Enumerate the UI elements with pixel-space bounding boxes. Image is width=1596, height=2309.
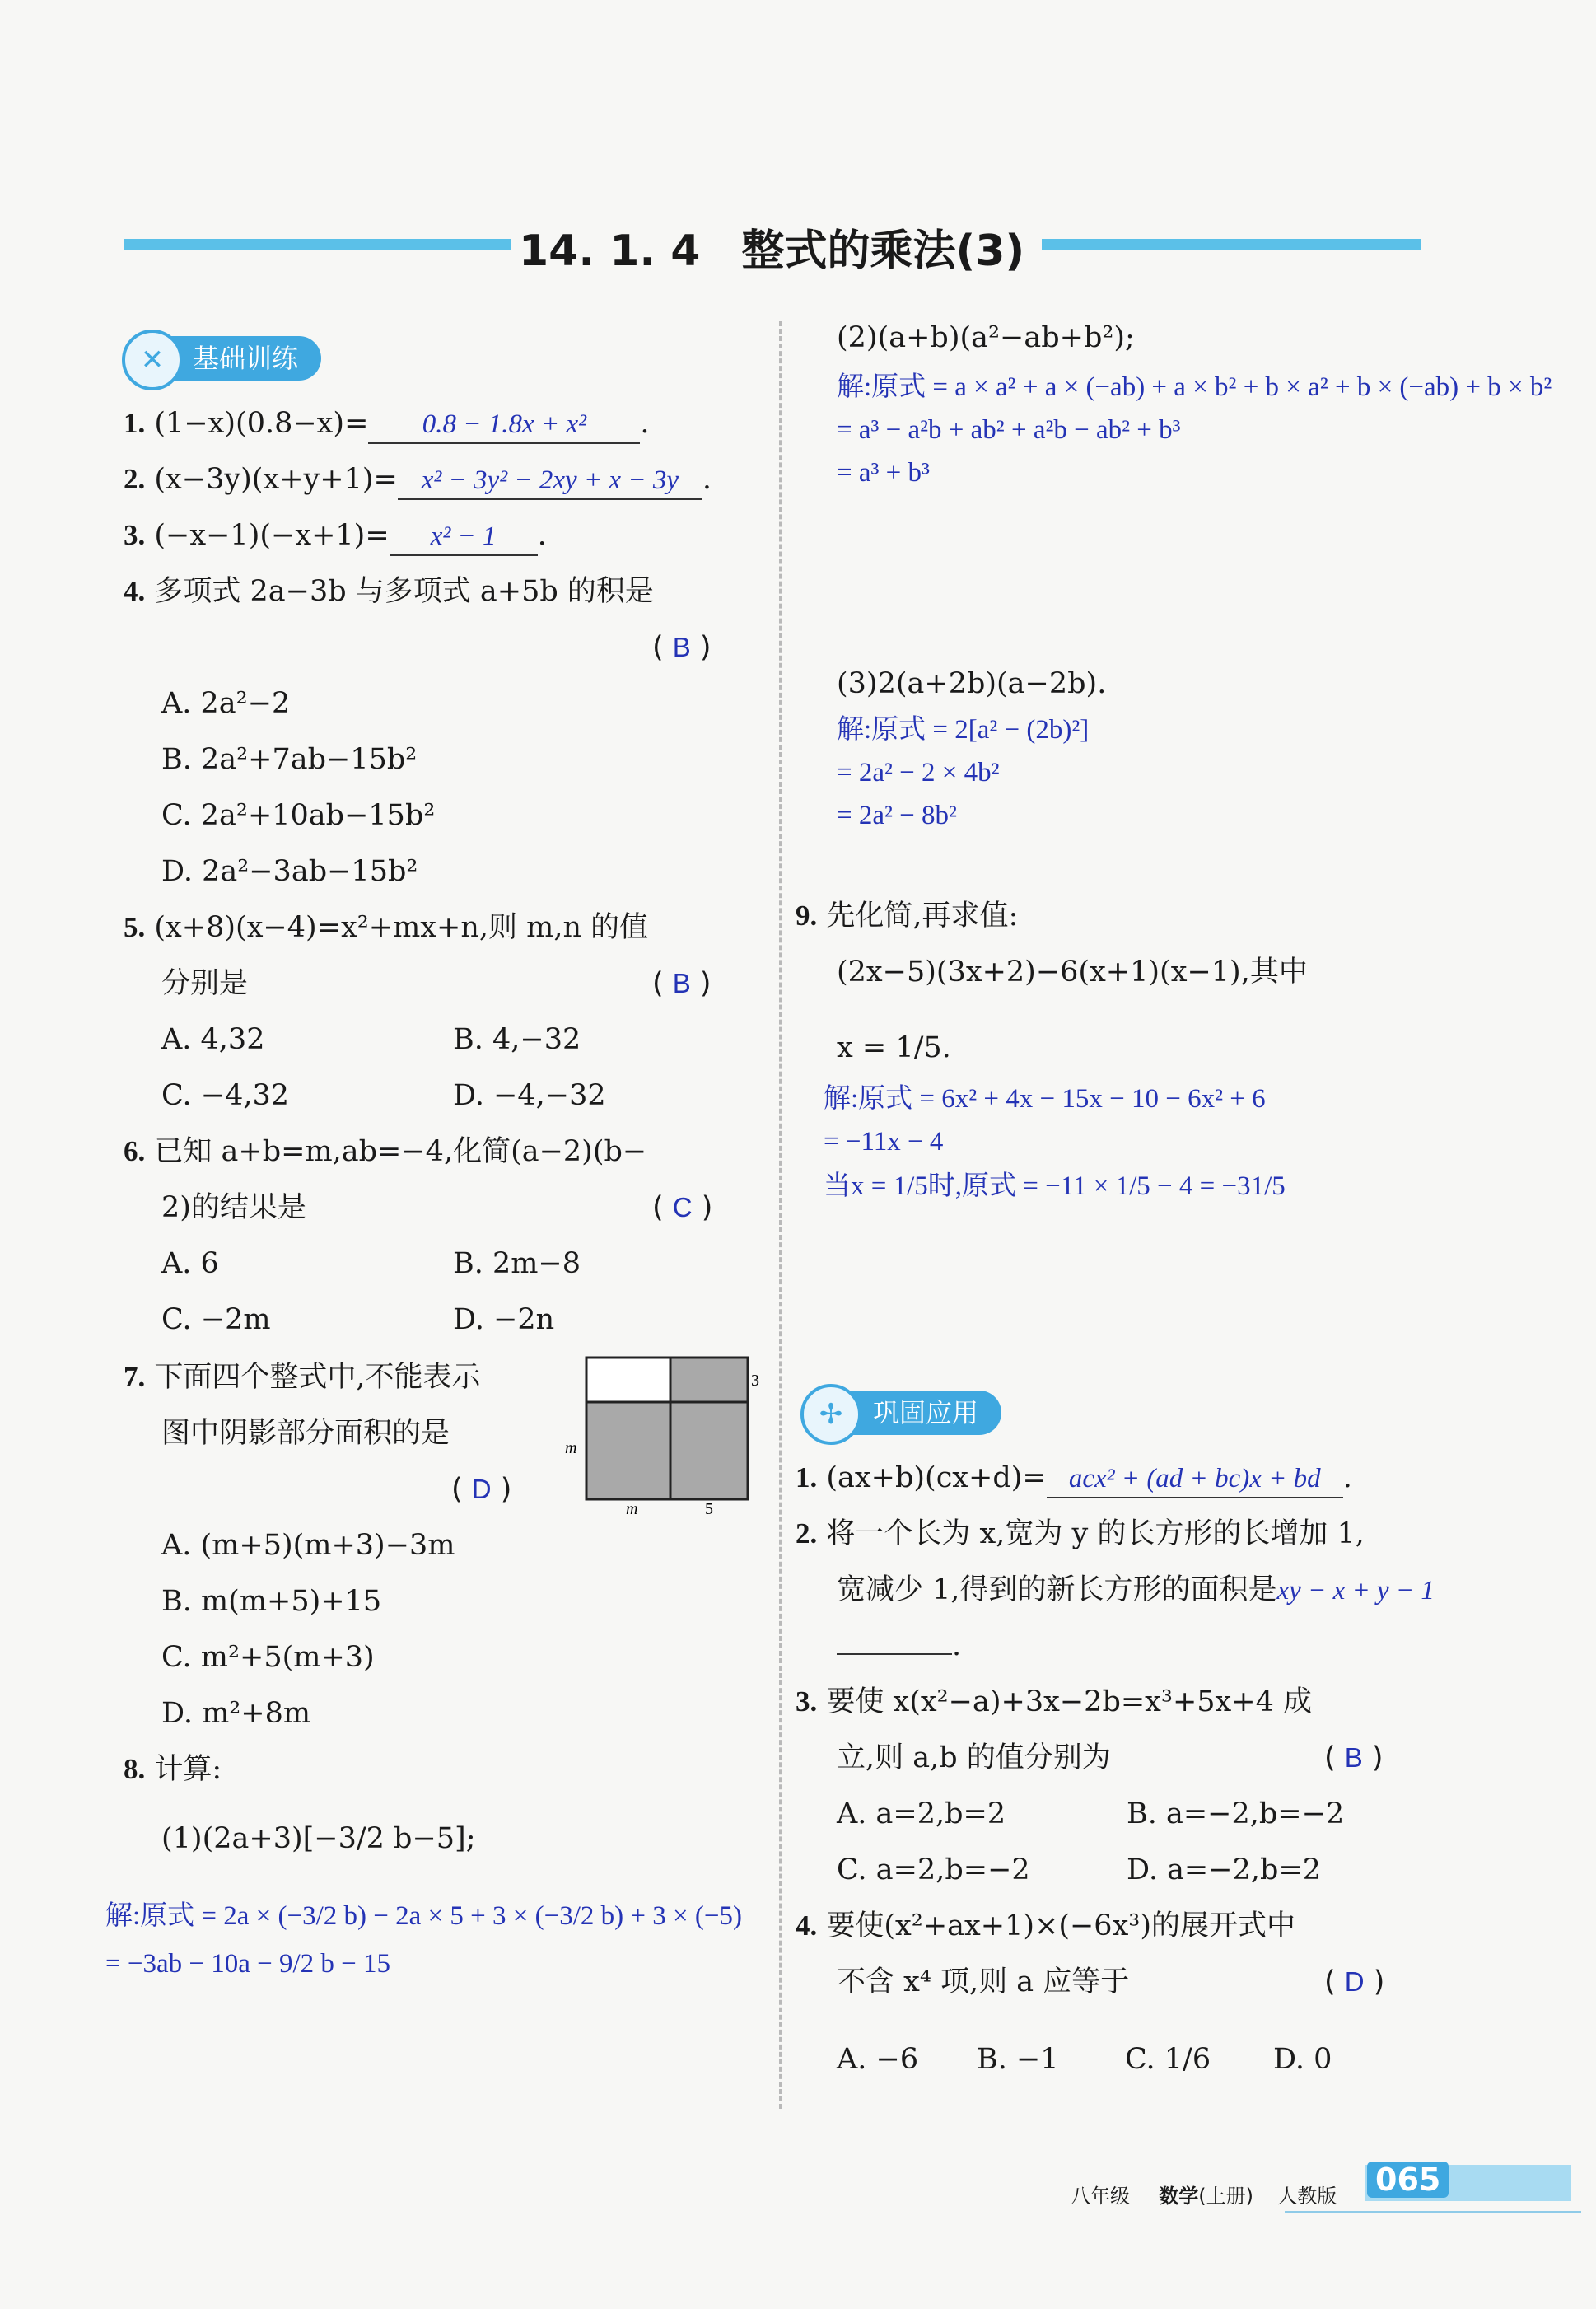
choice-answer: B	[1344, 1742, 1363, 1773]
label-3: 3	[751, 1372, 759, 1390]
q8-part3-solution-line1: 解:原式 = 2[a² − (2b)²]	[837, 715, 1090, 745]
apply-question-3	[796, 1684, 1312, 1720]
q8-part2-solution-line2: = a³ − a²b + ab² + a²b − ab² + b³	[837, 415, 1181, 445]
q-text: 多项式 2a−3b 与多项式 a+5b 的积是	[154, 575, 654, 608]
label-m-bottom: m	[626, 1500, 638, 1518]
footer-grade: 八年级	[1071, 2185, 1130, 2208]
q-text: (ax+b)(cx+d)=	[826, 1461, 1047, 1494]
q9-condition: x = 1/5.	[837, 1031, 951, 1064]
apply-question-2-line2	[837, 1572, 1435, 1609]
question-6	[124, 1133, 646, 1170]
q7-option-d: D. m²+8m	[161, 1697, 311, 1730]
q8-part2-solution-line1: 解:原式 = a × a² + a × (−ab) + a × b² + b × a² + b × (−ab) + b × b²	[837, 372, 1552, 402]
figure-shaded-top	[670, 1358, 748, 1402]
q-end: .	[952, 1629, 962, 1662]
q-text: 计算:	[154, 1753, 222, 1786]
q8-solution-line1: 解:原式 = 2a × (−3/2 b) − 2a × 5 + 3 × (−3/2 b) + 3 × (−5)	[105, 1901, 742, 1931]
question-9	[796, 898, 1018, 934]
a3-option-d: D. a=−2,b=2	[1127, 1853, 1321, 1886]
q-text: 要使 x(x²−a)+3x−2b=x³+5x+4 成	[826, 1685, 1313, 1718]
choice-answer: D	[1344, 1966, 1365, 1997]
q6-option-d: D. −2n	[453, 1303, 555, 1336]
a4-text-line2: 不含 x⁴ 项,则 a 应等于	[837, 1965, 1130, 1998]
q-text: (1−x)(0.8−x)=	[154, 407, 369, 440]
q9-solution-line3: 当x = 1/5时,原式 = −11 × 1/5 − 4 = −31/5	[824, 1171, 1286, 1201]
answer-blank: x² − 3y² − 2xy + x − 3y	[398, 462, 702, 500]
a3-option-a: A. a=2,b=2	[837, 1797, 1006, 1830]
q-number: 2.	[124, 463, 146, 495]
q5-option-c: C. −4,32	[161, 1079, 290, 1112]
apply-question-2	[796, 1516, 1365, 1552]
q-number: 2.	[796, 1517, 818, 1549]
q-number: 3.	[796, 1685, 818, 1718]
q-number: 1.	[796, 1461, 818, 1493]
a4-answer: ( D )	[1324, 1965, 1385, 1998]
q7-option-c: C. m²+5(m+3)	[161, 1641, 375, 1674]
q-number: 9.	[796, 900, 818, 932]
section-number: 14. 1. 4	[519, 227, 701, 276]
label-5: 5	[705, 1500, 713, 1518]
q6-option-c: C. −2m	[161, 1303, 271, 1336]
apply-question-1	[796, 1460, 1352, 1498]
footer-edition: 人教版	[1277, 2185, 1337, 2208]
column-divider	[779, 321, 782, 2109]
q8-solution-line2: = −3ab − 10a − 9/2 b − 15	[105, 1949, 391, 1979]
question-8	[124, 1751, 222, 1788]
q4-option-d: D. 2a²−3ab−15b²	[161, 855, 418, 888]
training-icon: ✕	[122, 330, 183, 390]
badge-label: 基础训练	[193, 343, 299, 374]
footer-subject: 数学	[1159, 2185, 1199, 2208]
q5-option-a: A. 4,32	[161, 1023, 265, 1056]
question-5	[124, 909, 648, 946]
a4-option-d: D. 0	[1273, 2043, 1332, 2076]
q-end: .	[1342, 1461, 1352, 1494]
q6-option-b: B. 2m−8	[453, 1247, 581, 1280]
choice-answer: C	[672, 1192, 693, 1222]
badge-label: 巩固应用	[873, 1397, 979, 1428]
question-2	[124, 461, 712, 500]
q-text: 将一个长为 x,宽为 y 的长方形的长增加 1,	[826, 1517, 1365, 1550]
q8-part-1: (1)(2a+3)[−3/2 b−5];	[161, 1822, 476, 1855]
q5-answer: ( B )	[652, 967, 712, 1000]
q5-text-line2: 分别是	[161, 967, 249, 1000]
q-number: 5.	[124, 911, 146, 943]
q7-option-a: A. (m+5)(m+3)−3m	[161, 1529, 455, 1562]
choice-answer: D	[471, 1474, 492, 1504]
a4-option-a: A. −6	[837, 2043, 919, 2076]
choice-answer: B	[672, 968, 691, 998]
answer-text: xy − x + y − 1	[1276, 1576, 1435, 1606]
q-text: 下面四个整式中,不能表示	[154, 1361, 481, 1394]
q-end: .	[702, 463, 712, 496]
q8-part-3: (3)2(a+2b)(a−2b).	[837, 667, 1107, 700]
q6-option-a: A. 6	[161, 1247, 219, 1280]
a3-answer: ( B )	[1324, 1741, 1384, 1774]
label-m-side: m	[565, 1439, 577, 1457]
q9-solution-line2: = −11x − 4	[824, 1127, 944, 1157]
q-number: 4.	[124, 575, 146, 607]
q-text: 要使(x²+ax+1)×(−6x³)的展开式中	[826, 1909, 1295, 1942]
a4-option-b: B. −1	[977, 2043, 1059, 2076]
a3-option-c: C. a=2,b=−2	[837, 1853, 1030, 1886]
q-number: 3.	[124, 519, 146, 551]
q9-solution-line1: 解:原式 = 6x² + 4x − 15x − 10 − 6x² + 6	[824, 1084, 1266, 1114]
section-title: 整式的乘法(3)	[741, 227, 1025, 276]
q-text: 已知 a+b=m,ab=−4,化简(a−2)(b−	[154, 1135, 647, 1168]
a3-option-b: B. a=−2,b=−2	[1127, 1797, 1345, 1830]
header-bar-right	[1042, 239, 1421, 250]
a3-text-line2: 立,则 a,b 的值分别为	[837, 1741, 1111, 1774]
page-number: 065	[1367, 2162, 1449, 2198]
q7-text-line2: 图中阴影部分面积的是	[161, 1417, 450, 1450]
a4-option-c: C. 1/6	[1125, 2043, 1211, 2076]
q5-option-b: B. 4,−32	[453, 1023, 581, 1056]
q4-option-a: A. 2a²−2	[161, 687, 291, 720]
q6-answer: ( C )	[652, 1191, 713, 1224]
q8-part2-solution-line3: = a³ + b³	[837, 458, 930, 488]
q4-option-b: B. 2a²+7ab−15b²	[161, 743, 418, 776]
apply-icon: ✢	[800, 1384, 861, 1445]
apply-question-4	[796, 1908, 1295, 1944]
q6-text-line2: 2)的结果是	[161, 1191, 306, 1224]
footer-rule	[1285, 2211, 1581, 2213]
question-7	[124, 1359, 481, 1395]
footer-info	[1071, 2180, 1337, 2209]
q-text: (−x−1)(−x+1)=	[154, 519, 390, 552]
page-title	[519, 216, 1024, 278]
q9-expression: (2x−5)(3x+2)−6(x+1)(x−1),其中	[837, 956, 1308, 989]
q-text: 宽减少 1,得到的新长方形的面积是	[837, 1573, 1277, 1606]
header-bar-left	[124, 239, 511, 250]
q-number: 6.	[124, 1135, 146, 1167]
q7-answer: ( D )	[451, 1473, 512, 1506]
question-3	[124, 517, 547, 556]
question-4	[124, 573, 654, 610]
answer-blank: acx² + (ad + bc)x + bd	[1047, 1461, 1343, 1498]
q4-option-c: C. 2a²+10ab−15b²	[161, 799, 436, 832]
footer-volume: (上册)	[1198, 2185, 1254, 2208]
answer-blank: 0.8 − 1.8x + x²	[368, 406, 640, 444]
figure-shaded-bottom	[586, 1402, 748, 1499]
q-number: 8.	[124, 1753, 146, 1785]
q-text: 先化简,再求值:	[826, 900, 1019, 932]
answer-blank: x² − 1	[390, 518, 538, 556]
q7-area-figure	[560, 1351, 758, 1516]
q4-answer: ( B )	[652, 631, 712, 664]
q8-part3-solution-line2: = 2a² − 2 × 4b²	[837, 758, 1000, 788]
q-number: 1.	[124, 407, 146, 439]
q-end: .	[537, 519, 547, 552]
apply-question-2-line3	[837, 1628, 961, 1664]
choice-answer: B	[672, 632, 691, 662]
q-number: 4.	[796, 1909, 818, 1942]
q8-part-2: (2)(a+b)(a²−ab+b²);	[837, 321, 1135, 354]
q-text: (x−3y)(x+y+1)=	[154, 463, 398, 496]
q8-part3-solution-line3: = 2a² − 8b²	[837, 801, 957, 830]
q-end: .	[640, 407, 650, 440]
q-text: (x+8)(x−4)=x²+mx+n,则 m,n 的值	[154, 911, 649, 944]
q5-option-d: D. −4,−32	[453, 1079, 606, 1112]
q7-option-b: B. m(m+5)+15	[161, 1585, 382, 1618]
question-1	[124, 405, 650, 444]
q-number: 7.	[124, 1361, 146, 1393]
